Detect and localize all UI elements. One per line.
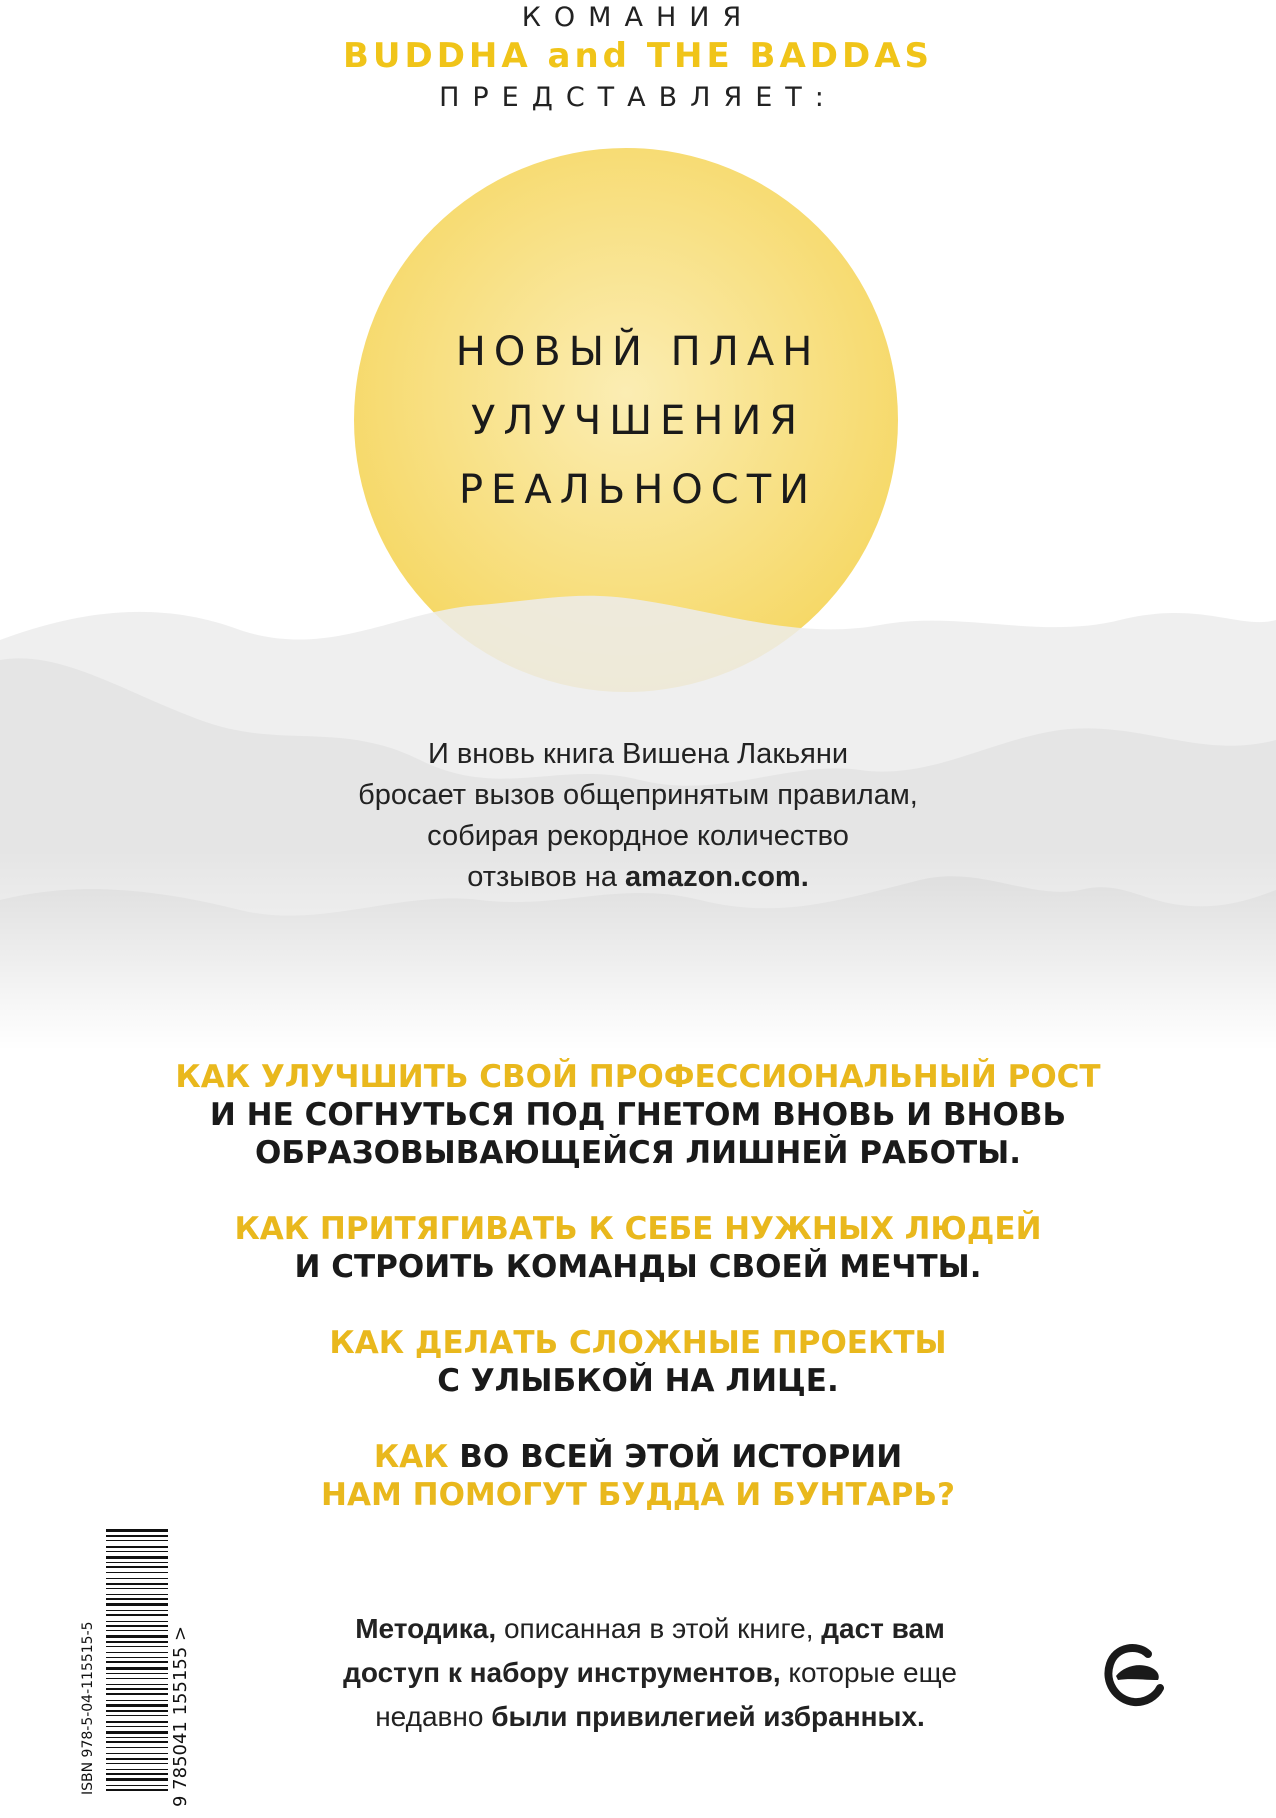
benefit-heading: НАМ ПОМОГУТ БУДДА И БУНТАРЬ? (321, 1477, 955, 1513)
benefit-text: И НЕ СОГНУТЬСЯ ПОД ГНЕТОМ ВНОВЬ И ВНОВЬ (209, 1097, 1067, 1133)
benefit-heading: КАК (373, 1439, 449, 1475)
methodika-text: недавно (375, 1701, 492, 1732)
benefit-heading: КАК ПРИТЯГИВАТЬ К СЕБЕ НУЖНЫХ ЛЮДЕЙ (234, 1211, 1042, 1247)
book-title (0, 318, 1276, 525)
barcode-bar (106, 1635, 168, 1638)
publisher-logo-icon (1100, 1640, 1170, 1710)
methodika-text: описанная в этой книге, (496, 1613, 822, 1644)
barcode-bar (106, 1621, 168, 1622)
header-presents: ПРЕДСТАВЛЯЕТ: (439, 82, 837, 113)
barcode-bar (106, 1753, 168, 1754)
barcode-bar (106, 1700, 168, 1701)
barcode-bar (106, 1726, 168, 1727)
methodika-bold: даст вам (821, 1613, 945, 1644)
barcode-bar (106, 1789, 168, 1791)
barcode-bar (106, 1556, 168, 1559)
benefit-block (0, 1058, 1276, 1172)
barcode-bar (106, 1646, 168, 1647)
barcode-bar (106, 1769, 168, 1770)
barcode-bar (106, 1704, 168, 1707)
barcode-bar (106, 1693, 168, 1695)
intro-text (0, 734, 1276, 898)
barcode-bar (106, 1562, 168, 1563)
benefit-block (0, 1438, 1276, 1514)
methodika-paragraph (240, 1607, 1060, 1739)
benefit-line (0, 1438, 1276, 1476)
barcode-bar (106, 1741, 168, 1743)
barcode-bar (106, 1721, 168, 1723)
barcode-bar (106, 1673, 168, 1674)
methodika-line-3 (240, 1695, 1060, 1739)
benefit-text: ОБРАЗОВЫВАЮЩЕЙСЯ ЛИШНЕЙ РАБОТЫ. (254, 1135, 1022, 1171)
benefit-text: ВО ВСЕЙ ЭТОЙ ИСТОРИИ (448, 1439, 903, 1475)
intro-line-4-text: отзывов на (467, 861, 626, 893)
header-company-name: BUDDHA and THE BADDAS (342, 36, 934, 76)
barcode-bar (106, 1657, 168, 1658)
barcode-bar (106, 1758, 168, 1760)
methodika-bold: Методика, (355, 1613, 497, 1644)
header-company-label: КОМАНИЯ (521, 2, 755, 33)
barcode-bar (106, 1583, 168, 1585)
methodika-bold: доступ к набору инструментов, (343, 1657, 781, 1688)
barcode-bar (106, 1684, 168, 1685)
barcode-bar (106, 1731, 168, 1734)
barcode-bar (106, 1747, 168, 1748)
barcode-bar (106, 1578, 168, 1579)
title-line-2: УЛУЧШЕНИЯ (470, 398, 806, 444)
barcode-bar (106, 1572, 168, 1573)
benefit-heading: КАК ДЕЛАТЬ СЛОЖНЫЕ ПРОЕКТЫ (329, 1325, 947, 1361)
barcode-bar (106, 1737, 168, 1738)
benefit-heading: КАК УЛУЧШИТЬ СВОЙ ПРОФЕССИОНАЛЬНЫЙ РОСТ (175, 1059, 1101, 1095)
barcode-bar (106, 1641, 168, 1643)
barcode-bar (106, 1661, 168, 1663)
benefit-block (0, 1324, 1276, 1400)
barcode-bar (106, 1566, 168, 1568)
barcode-bar (106, 1540, 168, 1541)
methodika-line-1 (240, 1607, 1060, 1651)
benefit-text: И СТРОИТЬ КОМАНДЫ СВОЕЙ МЕЧТЫ. (294, 1249, 982, 1285)
barcode-bar (106, 1535, 168, 1537)
barcode-bar (106, 1667, 168, 1670)
barcode-digits: 9 785041 155155 > (170, 1625, 191, 1807)
isbn-barcode (78, 1525, 198, 1810)
methodika-text: которые еще (780, 1657, 957, 1688)
barcode-bar (106, 1773, 168, 1775)
barcode-bar (106, 1598, 168, 1600)
barcode-bar (106, 1529, 168, 1532)
barcode-bar (106, 1778, 168, 1781)
title-line-1: НОВЫЙ ПЛАН (455, 329, 821, 375)
intro-line-2: бросает вызов общепринятым правилам, (358, 779, 918, 811)
intro-line-1: И вновь книга Вишена Лакьяни (427, 738, 849, 770)
barcode-bar (106, 1594, 168, 1595)
benefit-block (0, 1210, 1276, 1286)
benefit-text: С УЛЫБКОЙ НА ЛИЦЕ. (437, 1363, 839, 1399)
barcode-bar (106, 1630, 168, 1631)
barcode-bar (106, 1785, 168, 1786)
isbn-text: ISBN 978-5-04-115515-5 (80, 1621, 96, 1795)
intro-line-3: собирая рекордное количество (427, 820, 849, 852)
barcode-bar (106, 1551, 168, 1552)
barcode-bar (106, 1652, 168, 1653)
barcode-bar (106, 1710, 168, 1712)
methodika-line-2 (240, 1651, 1060, 1695)
barcode-bar (106, 1614, 168, 1616)
barcode-bar (106, 1610, 168, 1611)
methodika-bold: были привилегией избранных. (491, 1701, 925, 1732)
intro-line-4 (0, 857, 1276, 898)
barcode-bar (106, 1588, 168, 1589)
barcode-bar (106, 1715, 168, 1716)
barcode-bar (106, 1763, 168, 1764)
barcode-bar (106, 1688, 168, 1690)
barcode-bar (106, 1678, 168, 1679)
benefits-list (0, 1058, 1276, 1552)
barcode-bar (106, 1625, 168, 1627)
barcode-bar (106, 1546, 168, 1548)
title-line-3: РЕАЛЬНОСТИ (458, 467, 818, 513)
intro-amazon: amazon.com. (625, 861, 809, 893)
barcode-bar (106, 1603, 168, 1606)
